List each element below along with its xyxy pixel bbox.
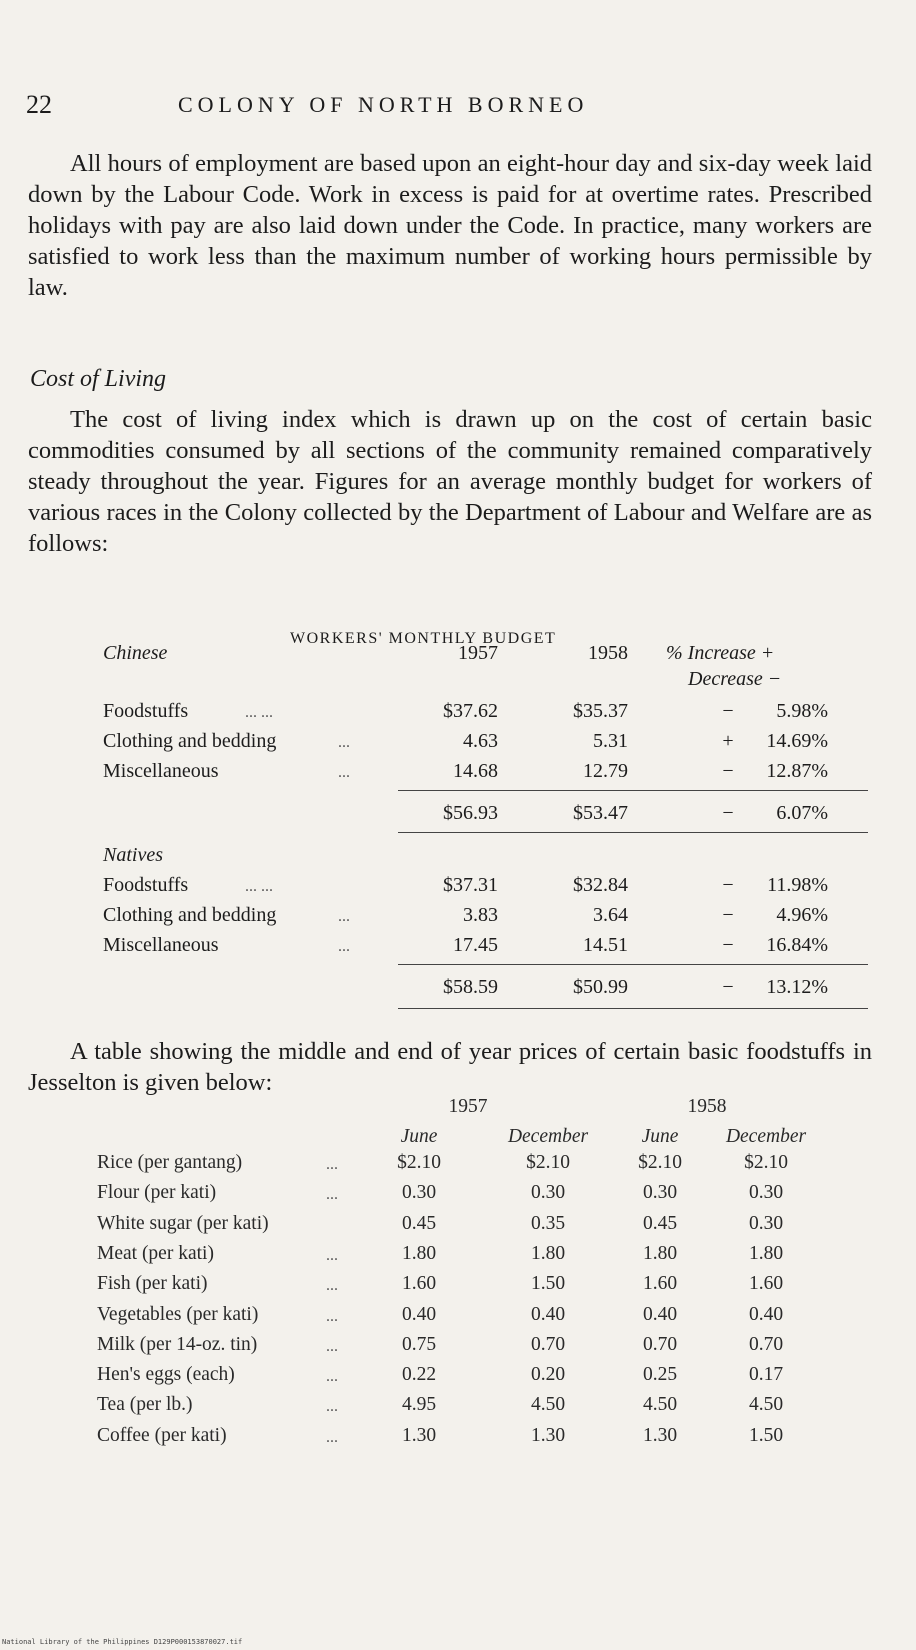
rule-line (398, 1008, 868, 1009)
row-label: Clothing and bedding (103, 904, 277, 926)
cell-june-1957: $2.10 (397, 1152, 441, 1173)
leader-dots: ... (326, 1156, 338, 1173)
cell-june-1957: 1.30 (401, 1425, 437, 1446)
cell-june-1957: 0.75 (401, 1334, 437, 1355)
cell-percent: 5.98% (776, 700, 828, 722)
cell-december-1958: 1.60 (748, 1273, 784, 1294)
total-1958: $53.47 (573, 802, 628, 824)
cell-june-1957: 0.40 (401, 1304, 437, 1325)
cell-june-1957: 4.95 (401, 1394, 437, 1415)
row-label: Miscellaneous (103, 760, 219, 782)
cell-percent: 4.96% (776, 904, 828, 926)
column-header-increase: % Increase + (666, 642, 775, 664)
row-label: Tea (per lb.) (97, 1394, 193, 1415)
cell-june-1958: 1.60 (642, 1273, 678, 1294)
group-heading-natives: Natives (103, 844, 163, 866)
row-label: Flour (per kati) (97, 1182, 217, 1203)
cell-december-1957: 0.40 (530, 1304, 566, 1325)
row-label: Foodstuffs (103, 874, 189, 896)
cell-december-1957: 0.70 (530, 1334, 566, 1355)
group-heading-chinese: Chinese (103, 642, 168, 664)
cell-december-1957: 0.20 (530, 1364, 566, 1385)
leader-dots: ... ... (245, 878, 273, 895)
cell-december-1957: 0.35 (530, 1213, 566, 1234)
table-caption: WORKERS' MONTHLY BUDGET (290, 630, 557, 647)
year-header-1957: 1957 (448, 1096, 488, 1117)
cell-december-1958: 0.30 (748, 1213, 784, 1234)
cell-december-1958: 0.70 (748, 1334, 784, 1355)
cell-1958: $32.84 (573, 874, 628, 896)
leader-dots: ... (326, 1247, 338, 1264)
row-label: Milk (per 14-oz. tin) (97, 1334, 258, 1355)
subheader-june-1957: June (400, 1126, 438, 1147)
leader-dots: ... (338, 734, 350, 751)
cell-june-1958: 4.50 (642, 1394, 678, 1415)
cell-percent: 16.84% (766, 934, 828, 956)
paragraph-text: A table showing the middle and end of year prices of certain basic foodstuffs in Jesselton is given below: (28, 1038, 872, 1096)
cell-sign: − (722, 700, 734, 722)
scan-footer-label: National Library of the Philippines D129P000153870027.tif (2, 1638, 243, 1646)
column-header-1958: 1958 (588, 642, 628, 664)
cell-1957: 17.45 (453, 934, 498, 956)
total-sign: − (722, 976, 734, 998)
cell-december-1958: 1.50 (748, 1425, 784, 1446)
column-header-decrease: Decrease − (688, 668, 782, 690)
cell-percent: 12.87% (766, 760, 828, 782)
cell-1958: 5.31 (593, 730, 628, 752)
cell-june-1958: 0.45 (642, 1213, 678, 1234)
leader-dots: ... (326, 1186, 338, 1203)
cell-sign: − (722, 934, 734, 956)
cell-june-1958: 0.25 (642, 1364, 678, 1385)
cell-june-1957: 1.60 (401, 1273, 437, 1294)
cell-december-1957: $2.10 (526, 1152, 570, 1173)
cell-december-1958: 1.80 (748, 1243, 784, 1264)
cell-december-1957: 0.30 (530, 1182, 566, 1203)
cell-percent: 11.98% (767, 874, 828, 896)
cell-june-1958: 1.80 (642, 1243, 678, 1264)
section-heading: Cost of Living (30, 366, 167, 392)
rule-line (398, 790, 868, 791)
row-label: White sugar (per kati) (97, 1213, 269, 1234)
cell-december-1957: 4.50 (530, 1394, 566, 1415)
subheader-june-1958: June (641, 1126, 679, 1147)
total-sign: − (722, 802, 734, 824)
total-1957: $58.59 (443, 976, 498, 998)
paragraph-hours-of-employment (28, 148, 872, 303)
row-label: Miscellaneous (103, 934, 219, 956)
cell-1957: 3.83 (463, 904, 498, 926)
cell-sign: − (722, 904, 734, 926)
row-label: Coffee (per kati) (97, 1425, 227, 1446)
cell-1958: 12.79 (583, 760, 628, 782)
cell-sign: + (722, 730, 734, 752)
paragraph-text: The cost of living index which is drawn up on the cost of certain basic commodities consumed by all sections of the community remained comparatively steady throughout the year. Figures for an average monthly budget for workers of various races in the Colony collected by the Department of Labour and Welfare are as follows: (28, 406, 872, 557)
subheader-december-1957: December (507, 1126, 589, 1147)
leader-dots: ... (326, 1368, 338, 1385)
cell-december-1958: 0.30 (748, 1182, 784, 1203)
leader-dots: ... (338, 938, 350, 955)
cell-december-1958: $2.10 (744, 1152, 788, 1173)
cell-june-1958: 0.70 (642, 1334, 678, 1355)
row-label: Rice (per gantang) (97, 1152, 243, 1173)
subheader-december-1958: December (725, 1126, 807, 1147)
leader-dots: ... (326, 1398, 338, 1415)
cell-june-1958: $2.10 (638, 1152, 682, 1173)
row-label: Vegetables (per kati) (97, 1304, 259, 1325)
row-label: Meat (per kati) (97, 1243, 214, 1264)
leader-dots: ... (326, 1277, 338, 1294)
total-1958: $50.99 (573, 976, 628, 998)
total-percent: 13.12% (766, 976, 828, 998)
cell-1958: 14.51 (583, 934, 628, 956)
paragraph-text: All hours of employment are based upon an eight-hour day and six-day week laid down by the Labour Code. Work in excess is paid for at overtime rates. Prescribed holidays with pay are also laid down under the Code. In practice, many workers are satisfied to work less than the maximum number of working hours permissible by law. (28, 150, 872, 301)
row-label: Clothing and bedding (103, 730, 277, 752)
cell-december-1958: 4.50 (748, 1394, 784, 1415)
cell-december-1958: 0.17 (748, 1364, 784, 1385)
cell-june-1958: 0.30 (642, 1182, 678, 1203)
cell-june-1957: 1.80 (401, 1243, 437, 1264)
cell-june-1958: 0.40 (642, 1304, 678, 1325)
row-label: Fish (per kati) (97, 1273, 208, 1294)
paragraph-cost-of-living (28, 404, 872, 559)
leader-dots: ... ... (245, 704, 273, 721)
leader-dots: ... (326, 1338, 338, 1355)
total-percent: 6.07% (776, 802, 828, 824)
total-1957: $56.93 (443, 802, 498, 824)
cell-june-1957: 0.45 (401, 1213, 437, 1234)
leader-dots: ... (326, 1429, 338, 1446)
row-label: Foodstuffs (103, 700, 189, 722)
column-header-1957: 1957 (458, 642, 498, 664)
cell-sign: − (722, 874, 734, 896)
cell-1958: 3.64 (593, 904, 628, 926)
cell-june-1958: 1.30 (642, 1425, 678, 1446)
cell-december-1958: 0.40 (748, 1304, 784, 1325)
cell-december-1957: 1.30 (530, 1425, 566, 1446)
row-label: Hen's eggs (each) (97, 1364, 235, 1385)
page-number: 22 (26, 90, 52, 119)
rule-line (398, 832, 868, 833)
leader-dots: ... (326, 1308, 338, 1325)
cell-june-1957: 0.22 (401, 1364, 437, 1385)
rule-line (398, 964, 868, 965)
cell-1957: 14.68 (453, 760, 498, 782)
cell-june-1957: 0.30 (401, 1182, 437, 1203)
paragraph-prices (28, 1036, 872, 1098)
year-header-1958: 1958 (687, 1096, 727, 1117)
cell-1957: 4.63 (463, 730, 498, 752)
leader-dots: ... (338, 908, 350, 925)
cell-percent: 14.69% (766, 730, 828, 752)
cell-1958: $35.37 (573, 700, 628, 722)
cell-1957: $37.62 (443, 700, 498, 722)
cell-1957: $37.31 (443, 874, 498, 896)
cell-december-1957: 1.50 (530, 1273, 566, 1294)
running-head: COLONY OF NORTH BORNEO (178, 92, 589, 117)
cell-december-1957: 1.80 (530, 1243, 566, 1264)
leader-dots: ... (338, 764, 350, 781)
cell-sign: − (722, 760, 734, 782)
